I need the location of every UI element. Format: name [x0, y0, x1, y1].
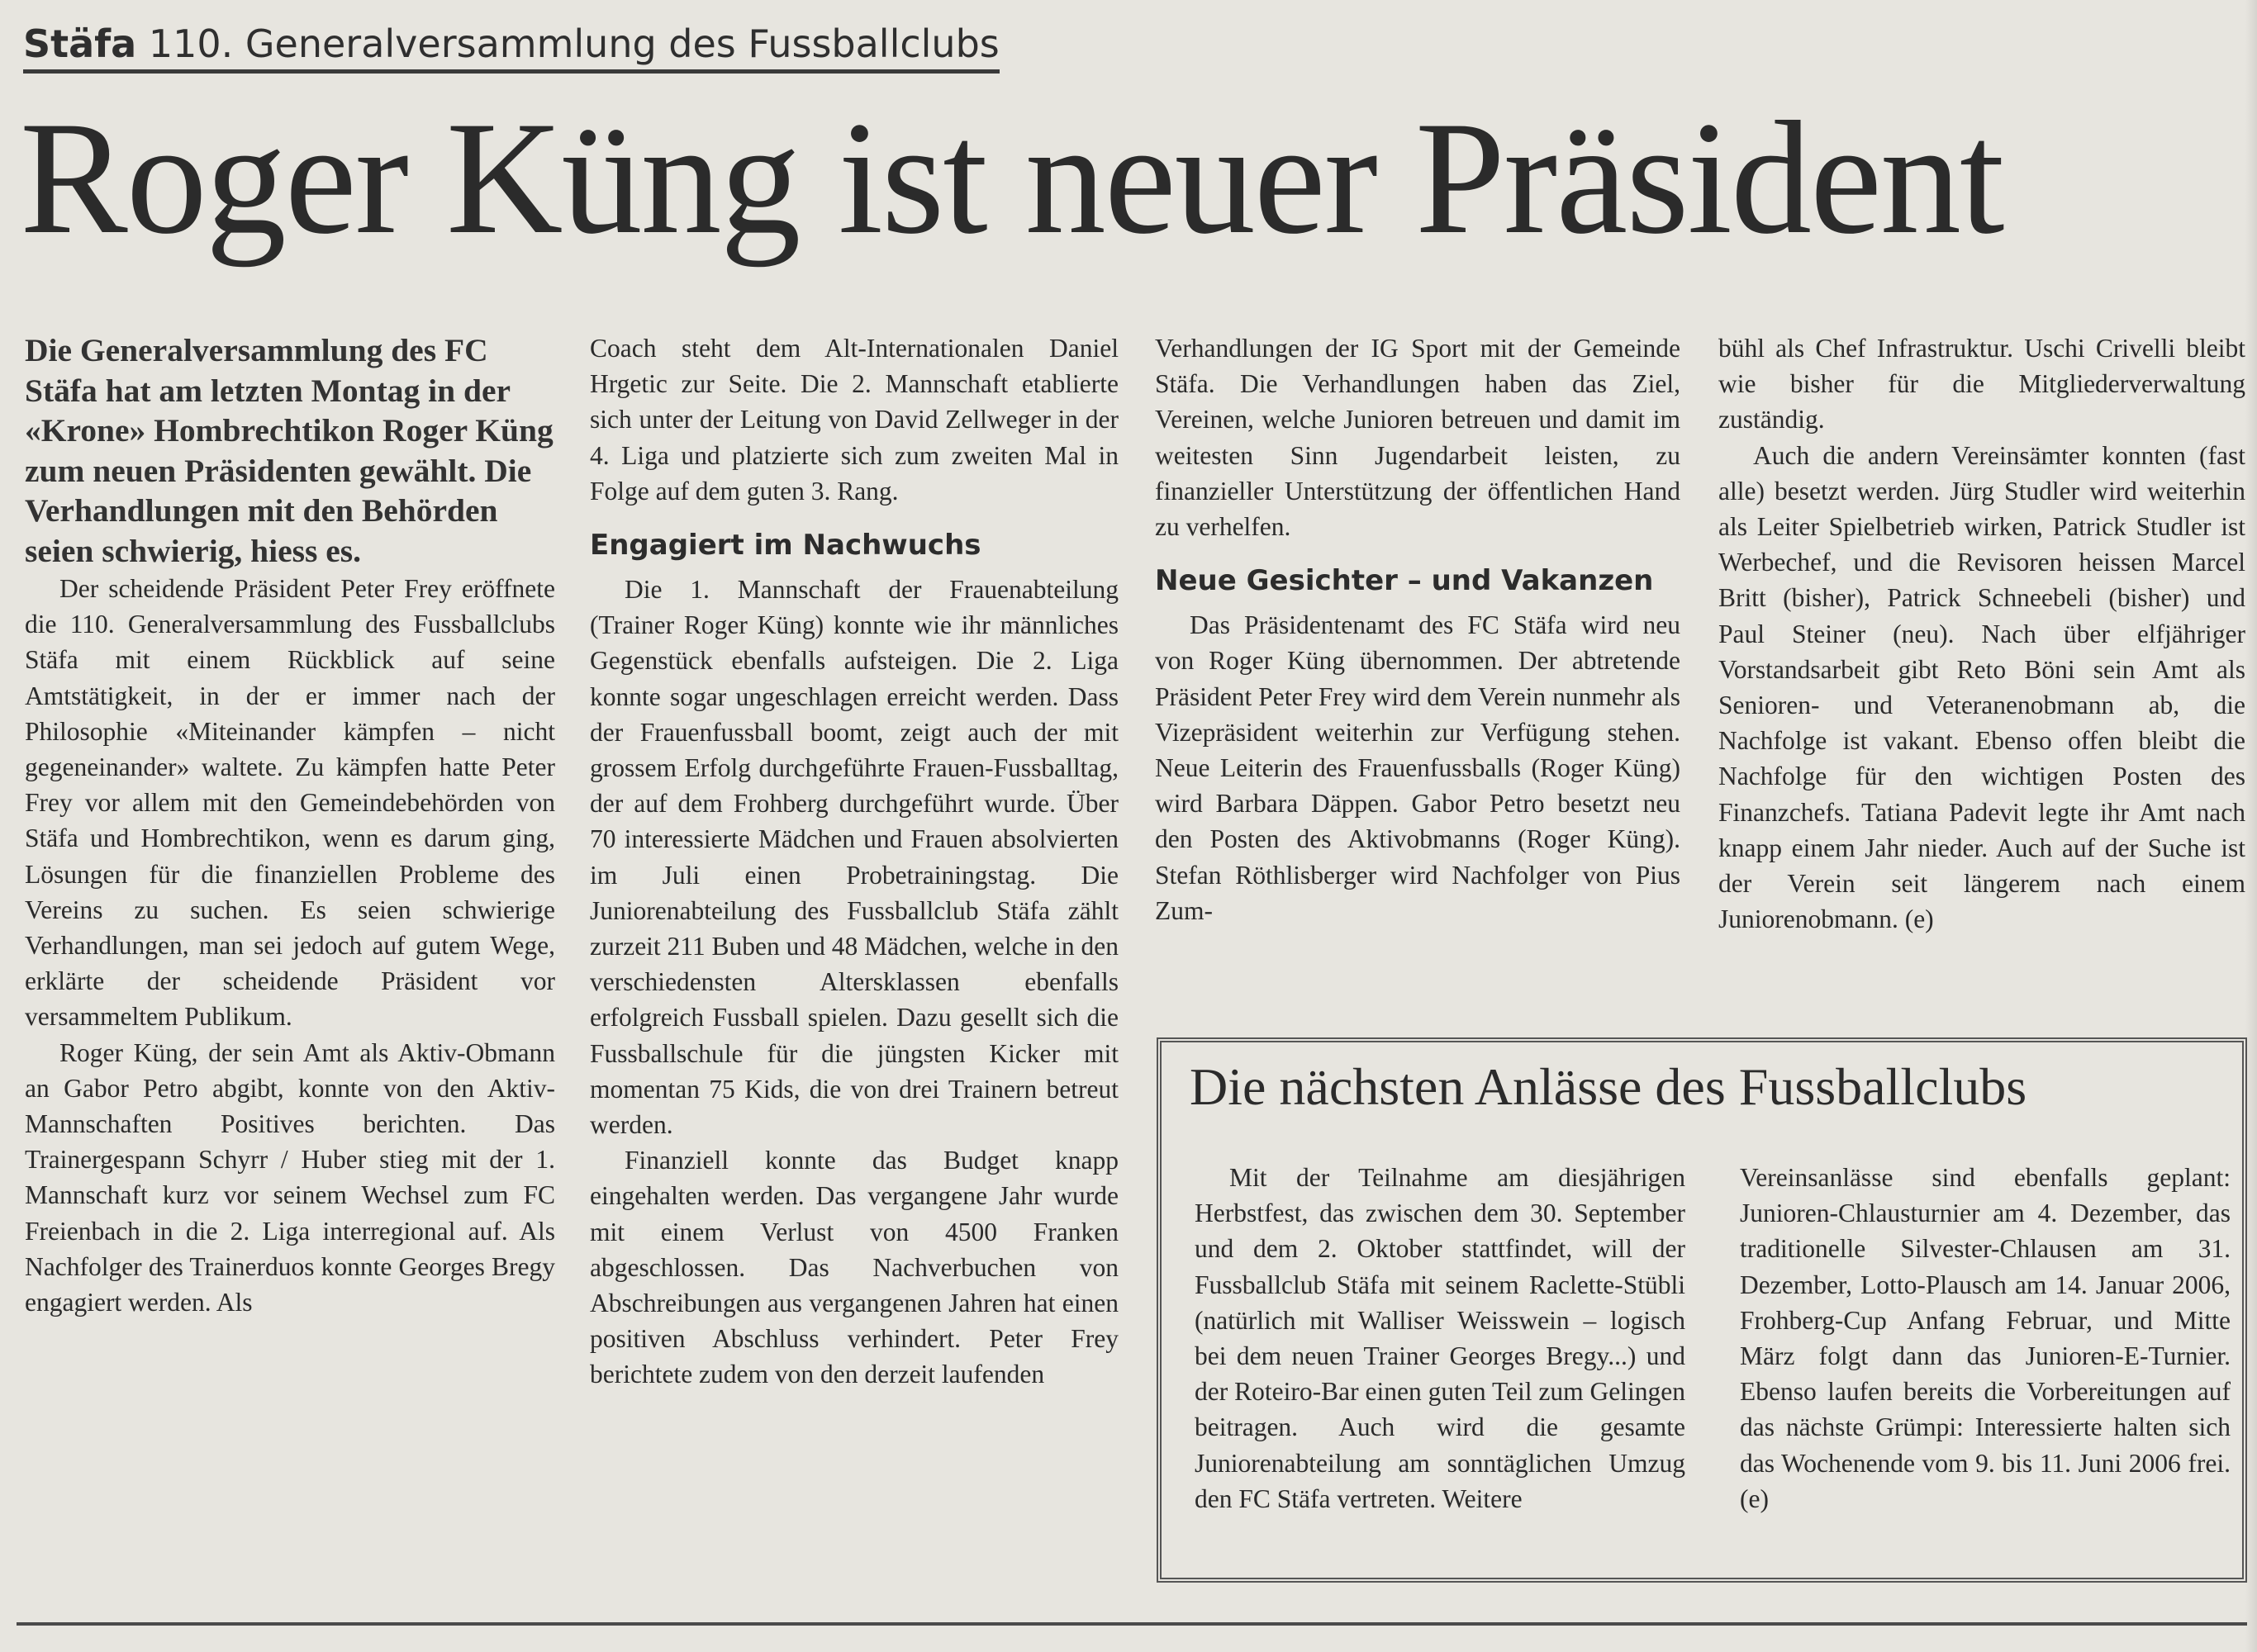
- body-paragraph: Roger Küng, der sein Amt als Aktiv-Obmann an Gabor Petro abgibt, konnte von den Aktiv-Mannschaften Positives berichten. Das Trainergespann Schyrr / Huber stieg mit der 1. Mannschaft kurz vor seinem Wechsel zum FC Freienbach in die 2. Liga interregional auf. Als Nachfolger des Trainerduos konnte Georges Bregy engagiert werden. Als: [25, 1037, 555, 1317]
- infobox-column-1: [1195, 1160, 1685, 1517]
- page-edge-shadow: [2245, 0, 2257, 1652]
- infobox-title: Die nächsten Anlässe des Fussballclubs: [1190, 1057, 2027, 1116]
- body-paragraph: Coach steht dem Alt-Internationalen Daniel Hrgetic zur Seite. Die 2. Mannschaft etablierte sich unter der Leitung von David Zellweger in der 4. Liga und platzierte sich zum zweiten Mal in Folge auf dem guten 3. Rang.: [590, 334, 1119, 506]
- subheading-neue-gesichter: Neue Gesichter – und Vakanzen: [1155, 564, 1654, 598]
- body-paragraph: bühl als Chef Infrastruktur. Uschi Crivelli bleibt wie bisher für die Mitgliederverwaltung zuständig.: [1718, 334, 2245, 434]
- article-column-1: [25, 330, 555, 1320]
- infobox-paragraph: Vereinsanlässe sind ebenfalls geplant: Junioren-Chlausturnier am 4. Dezember, das traditionelle Silvester-Chlausen am 31. Dezember, Lotto-Plausch am 14. Januar 2006, Frohberg-Cup Anfang Februar, und Mitte März folgt dann das Junioren-E-Turnier. Ebenso laufen bereits die Vorbereitungen auf das nächste Grümpi: Interessierte halten sich das Wochenende vom 9. bis 11. Juni 2006 frei. (e): [1740, 1163, 2231, 1513]
- subheading-nachwuchs: Engagiert im Nachwuchs: [590, 529, 981, 563]
- kicker-text: 110. Generalversammlung des Fussballclubs: [148, 21, 1000, 66]
- body-paragraph: Verhandlungen der IG Sport mit der Gemeinde Stäfa. Die Verhandlungen haben das Ziel, Vereinen, welche Junioren betreuen und damit im weitesten Sinn Jugendarbeit leisten, zu finanzieller Unterstützung der öffentlichen Hand zu verhelfen.: [1155, 334, 1680, 542]
- infobox-paragraph: Mit der Teilnahme am diesjährigen Herbstfest, das zwischen dem 30. September und dem 2. Oktober stattfindet, will der Fussballclub Stäfa mit seinem Raclette-Stübli (natürlich mit Walliser Weisswein – logisch bei dem neuen Trainer Georges Bregy...) und der Roteiro-Bar einen guten Teil zum Gelingen beitragen. Auch wird die gesamte Juniorenabteilung am sonntäglichen Umzug den FC Stäfa vertreten. Weitere: [1195, 1163, 1685, 1513]
- article-column-4: [1718, 330, 2245, 937]
- article-kicker: [23, 21, 1000, 74]
- bottom-rule: [17, 1622, 2247, 1626]
- article-column-2: [590, 330, 1119, 1393]
- body-paragraph: Finanziell konnte das Budget knapp eingehalten werden. Das vergangene Jahr wurde mit einem Verlust von 4500 Franken abgeschlossen. Das Nachverbuchen von Abschreibungen aus vergangenen Jahren hat einen positiven Abschluss verhindert. Peter Frey berichtete zudem von den derzeit laufenden: [590, 1146, 1119, 1389]
- body-paragraph: Der scheidende Präsident Peter Frey eröffnete die 110. Generalversammlung des Fussballclubs Stäfa mit einem Rückblick auf seine Amtstätigkeit, in der er immer nach der Philosophie «Miteinander kämpfen – nicht gegeneinander» waltete. Zu kämpfen hatte Peter Frey vor allem mit den Gemeindebehörden von Stäfa und Hombrechtikon, wenn es darum ging, Lösungen für die finanziellen Probleme des Vereins zu suchen. Es seien schwierige Verhandlungen, man sei jedoch auf gutem Wege, erklärte der scheidende Präsident vor versammeltem Publikum.: [25, 574, 555, 1032]
- body-paragraph: Das Präsidentenamt des FC Stäfa wird neu von Roger Küng übernommen. Der abtretende Präsident Peter Frey wird dem Verein nunmehr als Vizepräsident weiterhin zur Verfügung stehen. Neue Leiterin des Frauenfussballs (Roger Küng) wird Barbara Däppen. Gabor Petro besetzt neu den Posten des Aktivobmanns (Roger Küng). Stefan Röthlisberger wird Nachfolger von Pius Zum-: [1155, 610, 1680, 925]
- article-column-3: [1155, 330, 1680, 928]
- kicker-place: Stäfa: [23, 21, 137, 66]
- infobox-column-2: [1740, 1160, 2231, 1517]
- body-paragraph: Auch die andern Vereinsämter konnten (fast alle) besetzt werden. Jürg Studler wird weiterhin als Leiter Spielbetrieb wirken, Patrick Studler ist Werbechef, und die Revisoren heissen Marcel Britt (bisher), Patrick Schneebeli (bisher) und Paul Steiner (neu). Nach über elfjähriger Vorstandsarbeit gibt Reto Böni sein Amt als Senioren- und Veteranenobmann ab, die Nachfolge ist vakant. Ebenso offen bleibt die Nachfolge für den wichtigen Posten des Finanzchefs. Tatiana Padevit legte ihr Amt nach knapp einem Jahr nieder. Auch auf der Suche ist der Verein seit längerem nach einem Juniorenobmann. (e): [1718, 440, 2245, 934]
- body-paragraph: Die 1. Mannschaft der Frauenabteilung (Trainer Roger Küng) konnte wie ihr männliches Gegenstück ebenfalls aufsteigen. Die 2. Liga konnte sogar ungeschlagen erreicht werden. Dass der Frauenfussball boomt, zeigt auch der mit grossem Erfolg durchgeführte Frauen-Fussballtag, der auf dem Frohberg durchgeführt wurde. Über 70 interessierte Mädchen und Frauen absolvierten im Juli einen Probetrainingstag. Die Juniorenabteilung des Fussballclub Stäfa zählt zurzeit 211 Buben und 48 Mädchen, welche in den verschiedensten Altersklassen ebenfalls erfolgreich Fussball spielen. Dazu gesellt sich die Fussballschule für die jüngsten Kicker mit momentan 75 Kids, die von drei Trainern betreut werden.: [590, 575, 1119, 1140]
- article-headline: Roger Küng ist neuer Präsident: [20, 88, 2003, 268]
- article-lead: Die Generalversammlung des FC Stäfa hat am letzten Montag in der «Krone» Hombrechtikon Roger Küng zum neuen Präsidenten gewählt. Die Verhandlungen mit den Behörden seien schwierig, hiess es.: [25, 332, 554, 569]
- events-infobox: [1157, 1037, 2247, 1583]
